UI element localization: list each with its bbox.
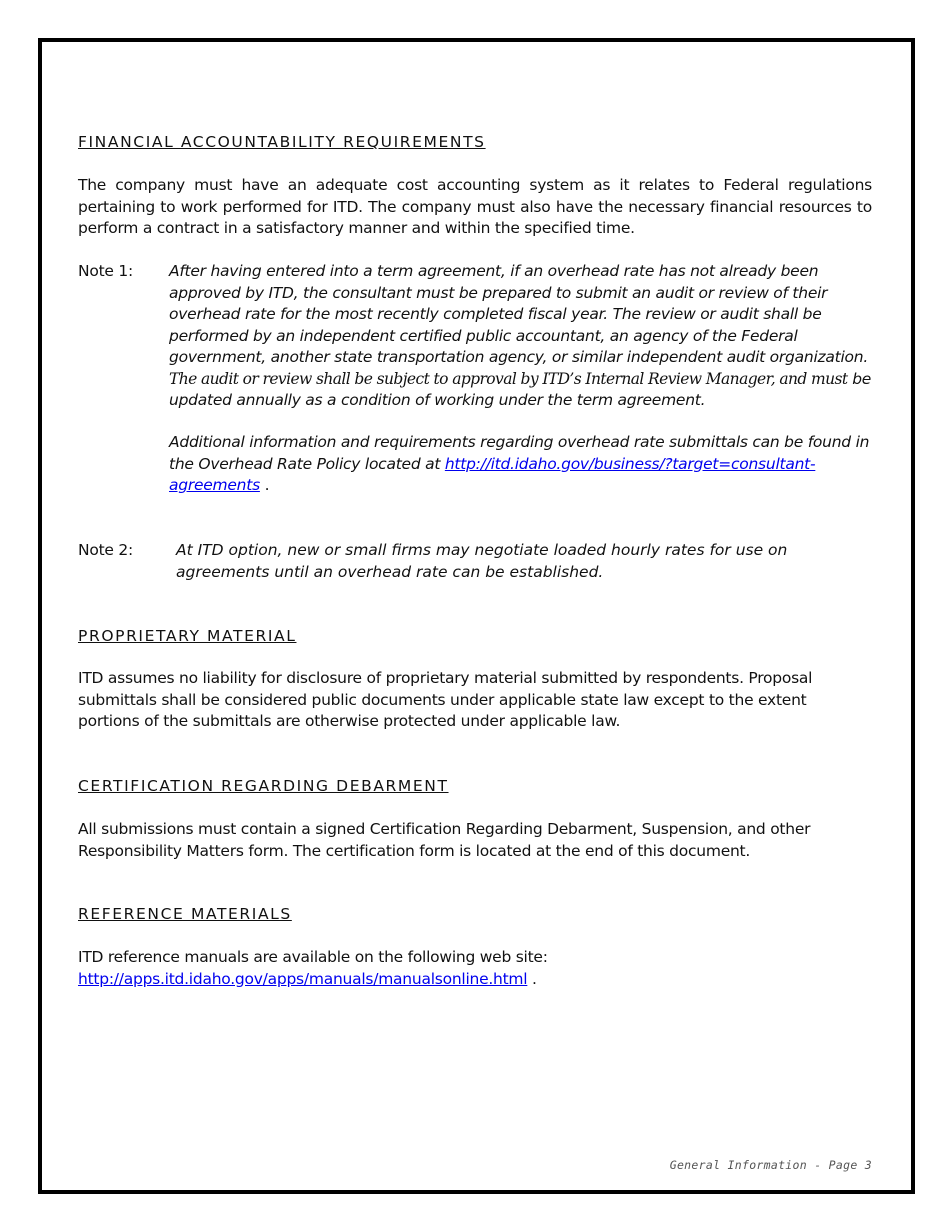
reference-paragraph <box>78 947 872 990</box>
note1-additional-text: Additional information and requirements regarding overhead rate submittals can be found in the Overhead Rate Policy located at <box>169 433 870 473</box>
proprietary-heading: PROPRIETARY MATERIAL <box>78 627 297 645</box>
note1-label: Note 1: <box>78 262 133 280</box>
note1-additional <box>169 432 873 497</box>
debarment-paragraph: All submissions must contain a signed Certification Regarding Debarment, Suspension, and other Responsibility Matters form. The certification form is located at the end of this document. <box>78 820 811 860</box>
note1-text-a: After having entered into a term agreement, if an overhead rate has not already been approved by ITD, the consultant must be prepared to submit an audit or review of their overhead rate for the most recently completed fiscal year. The review or audit shall be performed by an independent certified public accountant, an agency of the Federal government, another state transportation agency, or similar independent audit organization. <box>169 262 869 366</box>
manuals-link[interactable]: http://apps.itd.idaho.gov/apps/manuals/manualsonline.html <box>78 969 528 988</box>
note1-text-b: The audit or review shall be subject to approval by ITD’s Internal Review Manager, and must <box>169 369 848 388</box>
note2-text: At ITD option, new or small firms may negotiate loaded hourly rates for use on agreements until an overhead rate can be established. <box>176 541 788 581</box>
financial-paragraph: The company must have an adequate cost accounting system as it relates to Federal regulations pertaining to work performed for ITD. The company must also have the necessary financial resources to perform a contract in a satisfactory manner and within the specified time. <box>78 176 872 237</box>
note1-text-c: be updated annually as a condition of working under the term agreement. <box>169 369 872 409</box>
page-footer: General Information - Page 3 <box>669 1158 872 1172</box>
financial-heading: FINANCIAL ACCOUNTABILITY REQUIREMENTS <box>78 133 486 151</box>
overhead-policy-link[interactable]: http://itd.idaho.gov/business/?target=consultant-agreements <box>169 454 816 494</box>
reference-trail: . <box>527 969 537 988</box>
note2-label: Note 2: <box>78 541 133 559</box>
reference-text: ITD reference manuals are available on the following web site: <box>78 948 548 966</box>
proprietary-paragraph: ITD assumes no liability for disclosure of proprietary material submitted by respondents. Proposal submittals shall be considered public documents under applicable state law except to the extent portions of the submittals are otherwise protected under applicable law. <box>78 669 813 730</box>
note1-text <box>169 261 873 412</box>
debarment-heading: CERTIFICATION REGARDING DEBARMENT <box>78 777 449 795</box>
reference-heading: REFERENCE MATERIALS <box>78 905 292 923</box>
note1-trail: . <box>259 476 270 494</box>
